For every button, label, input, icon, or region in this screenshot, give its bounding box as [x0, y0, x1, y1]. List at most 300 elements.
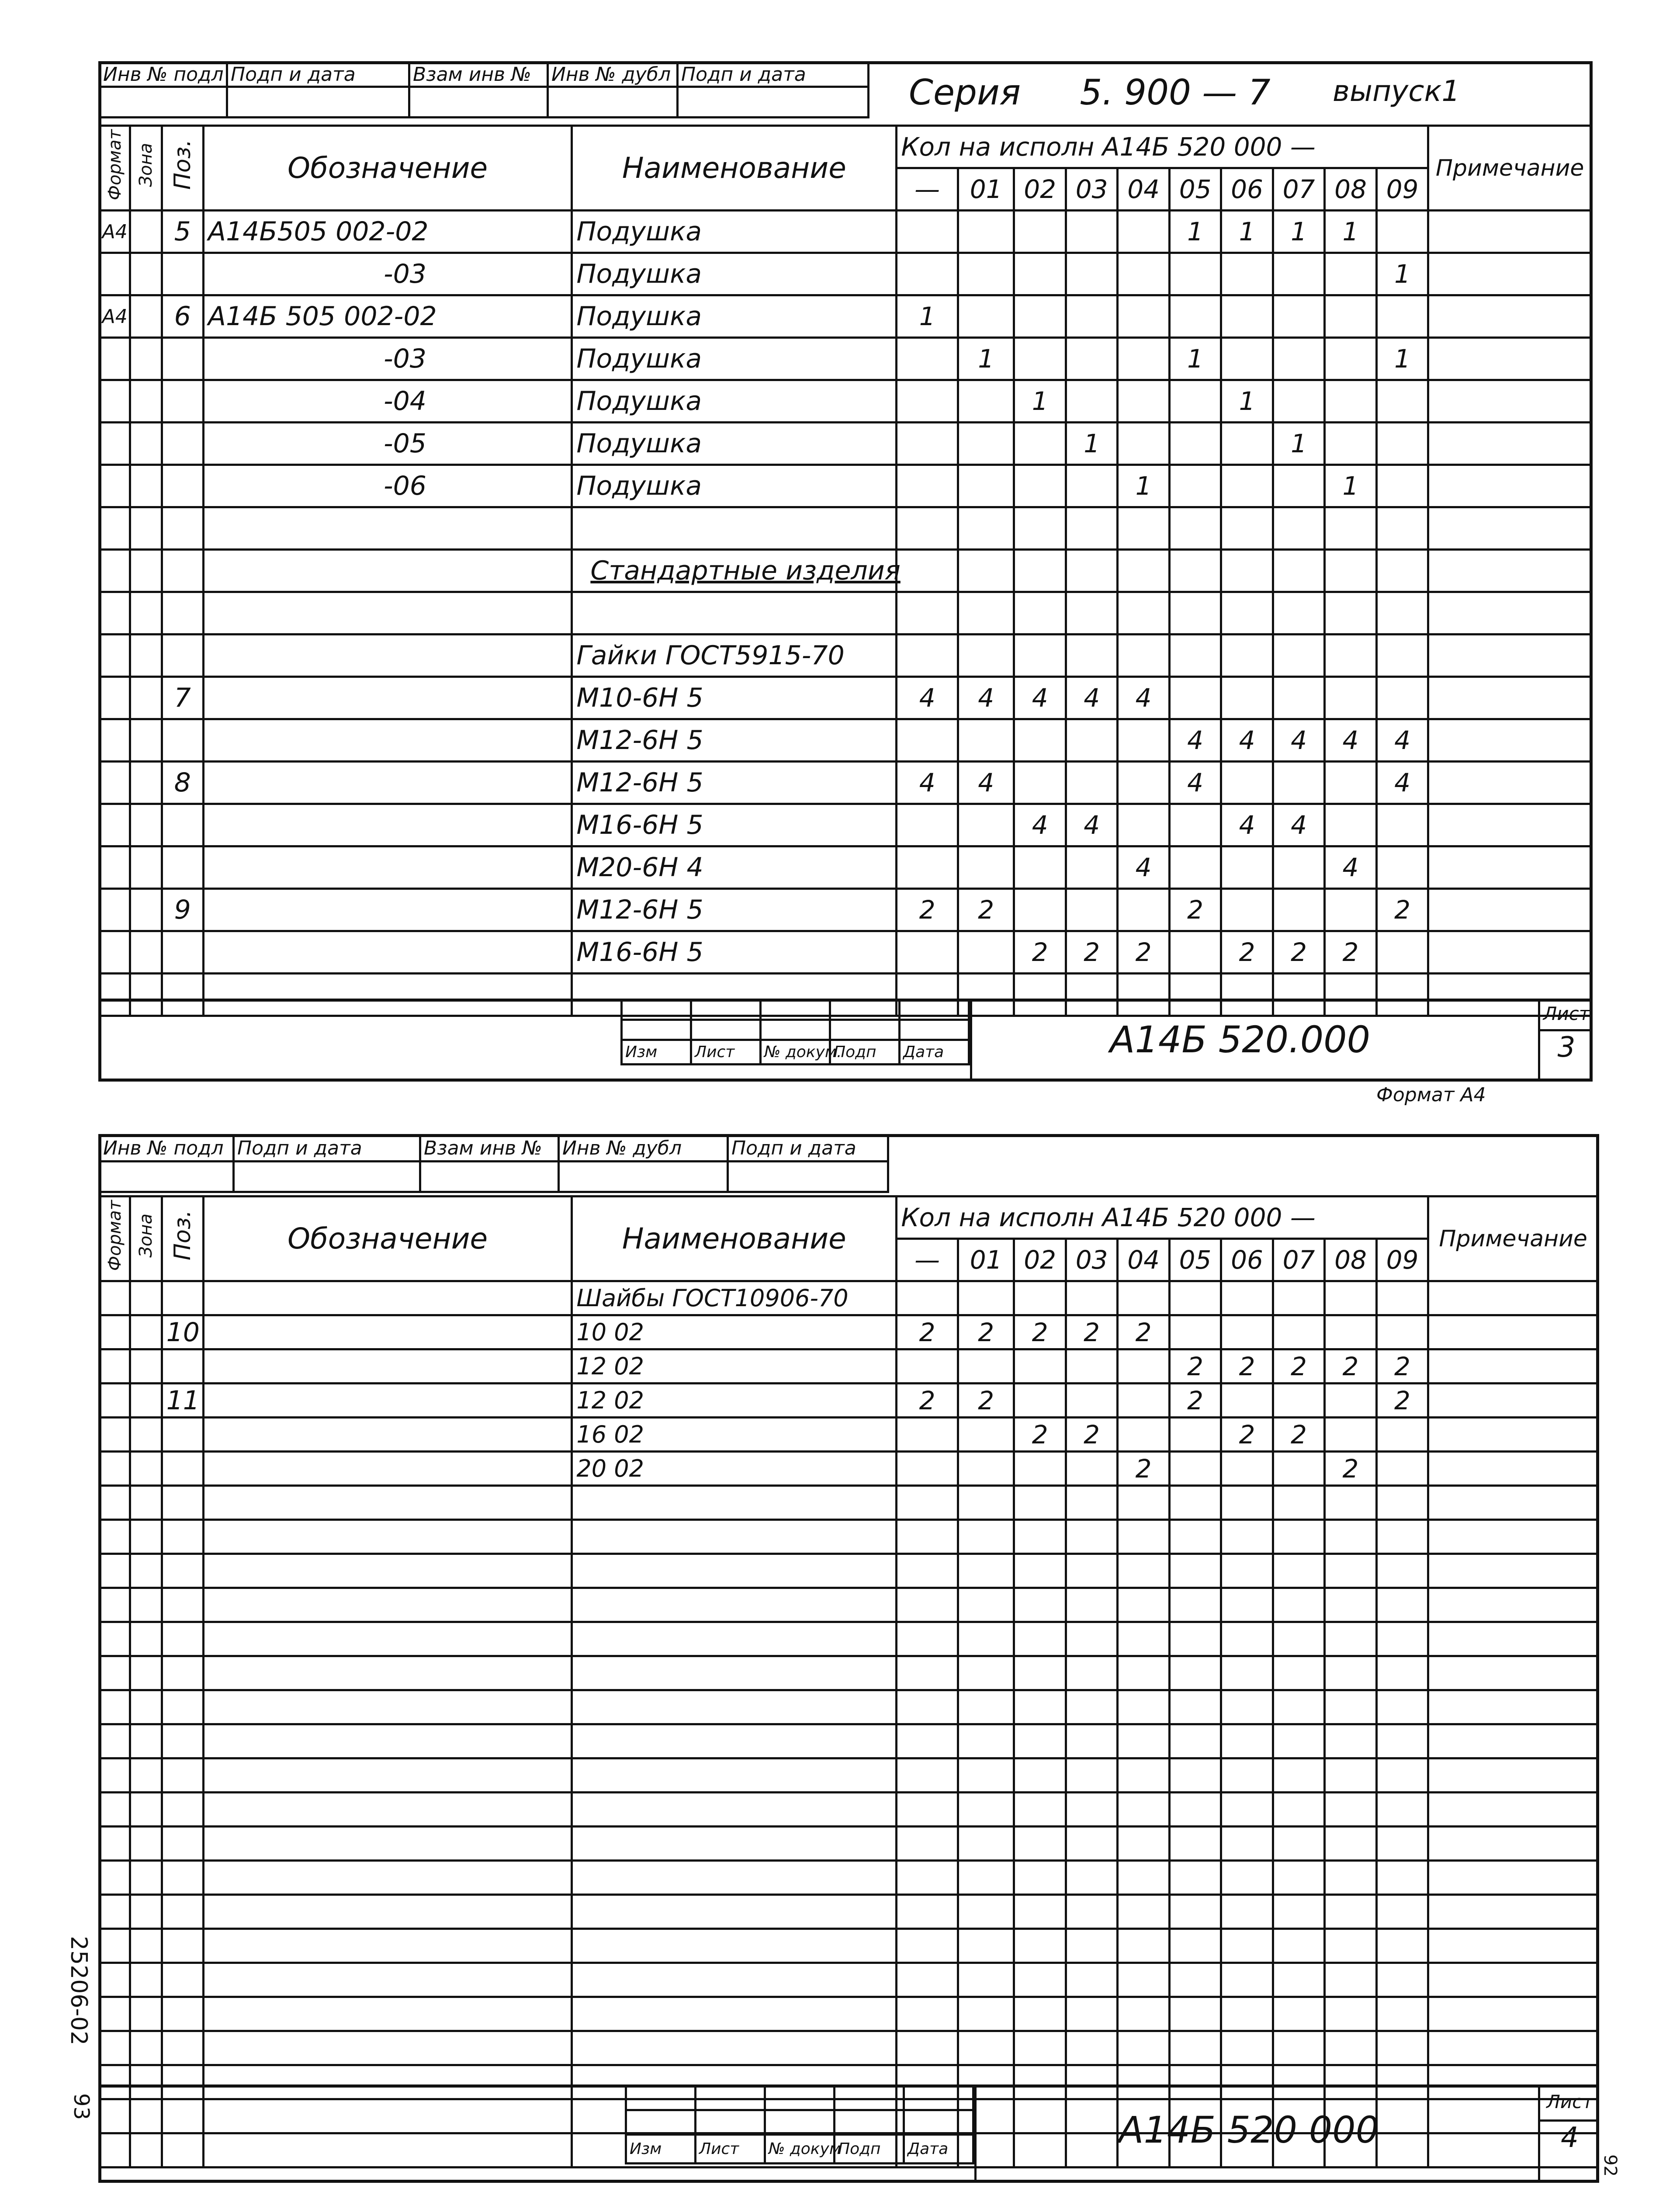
cell-qty: 4: [1221, 804, 1273, 846]
cell-qty: [897, 1929, 958, 1963]
cell-name: [572, 1520, 897, 1554]
cell-qty: [958, 592, 1014, 635]
cell-qty: [1376, 1281, 1428, 1315]
col2-designation: Обозначение: [203, 1197, 572, 1281]
cell-format: [100, 1758, 130, 1793]
cell-qty: [1273, 1827, 1324, 1861]
cell-qty: [958, 253, 1014, 295]
cell-name: Гайки ГОСТ5915-70: [572, 635, 897, 677]
cell-qty: [1066, 1929, 1117, 1963]
cell-qty: 4: [1014, 677, 1066, 719]
cell-designation: [203, 1281, 572, 1315]
cell-qty: [1325, 1418, 1376, 1452]
cell-zone: [130, 1281, 162, 1315]
cell-qty: [1066, 1384, 1117, 1418]
cell-qty: 2: [897, 1384, 958, 1418]
cell-qty: [1325, 889, 1376, 931]
cell-qty: [1325, 1486, 1376, 1520]
cell-qty: [1066, 635, 1117, 677]
cell-format: [100, 1861, 130, 1895]
sheet-1-revision-table: [620, 999, 970, 1065]
cell-qty: [1118, 1690, 1169, 1724]
cell-qty: [1273, 1724, 1324, 1758]
cell-qty: [1325, 1520, 1376, 1554]
table-row: [100, 1793, 1598, 1827]
cell-qty: [897, 1554, 958, 1588]
cell-designation: [203, 1793, 572, 1827]
cell-qty: 2: [1376, 1384, 1428, 1418]
cell-zone: [130, 804, 162, 846]
cell-qty: [1376, 1315, 1428, 1349]
cell-qty: [1325, 1929, 1376, 1963]
cell-designation: -06: [203, 465, 572, 507]
cell-zone: [130, 1315, 162, 1349]
cell-note: [1428, 2031, 1598, 2065]
cell-qty: [1169, 380, 1221, 423]
cell-qty: [897, 1281, 958, 1315]
sheet-2-revision-table: [625, 2084, 974, 2164]
cell-format: [100, 253, 130, 295]
cell-format: [100, 1656, 130, 1690]
cell-note: [1428, 338, 1592, 380]
cell-qty: [1014, 2031, 1066, 2065]
cell-qty: [897, 1758, 958, 1793]
cell-qty: [958, 1486, 1014, 1520]
cell-qty: [1221, 1315, 1273, 1349]
cell-qty: [1221, 1656, 1273, 1690]
cell-note: [1428, 846, 1592, 889]
col-qty-title: Кол на исполн А14Б 520 000 —: [897, 126, 1428, 168]
cell-qty: [1376, 1656, 1428, 1690]
cell-qty: [1273, 1520, 1324, 1554]
cell-name: 20 02: [572, 1452, 897, 1486]
cell-qty: [1118, 295, 1169, 338]
cell-qty: [1014, 1588, 1066, 1622]
cell-qty: [897, 338, 958, 380]
cell-designation: А14Б 505 002-02: [203, 295, 572, 338]
table-row: [100, 804, 1592, 846]
cell-designation: [203, 2031, 572, 2065]
col-note: Примечание: [1428, 126, 1592, 211]
cell-name: [572, 592, 897, 635]
cell-designation: -04: [203, 380, 572, 423]
col2-note: Примечание: [1428, 1197, 1598, 1281]
col2-name: Наименование: [572, 1197, 897, 1281]
variant-header-02: 02: [1014, 1239, 1066, 1281]
cell-qty: [1325, 1758, 1376, 1793]
cell-qty: [1325, 635, 1376, 677]
table-row: [100, 762, 1592, 804]
cell-format: [100, 1452, 130, 1486]
cell-qty: [1014, 719, 1066, 762]
cell-qty: [1066, 1656, 1117, 1690]
cell-qty: 4: [897, 762, 958, 804]
cell-qty: 4: [958, 762, 1014, 804]
cell-qty: [1325, 1724, 1376, 1758]
table-row: [100, 253, 1592, 295]
variant-header-04: 04: [1118, 168, 1169, 211]
series-header: [909, 72, 1271, 113]
cell-qty: [1014, 846, 1066, 889]
cell-qty: [958, 719, 1014, 762]
table-row: [100, 423, 1592, 465]
cell-note: [1428, 804, 1592, 846]
cell-format: [100, 423, 130, 465]
cell-qty: 4: [1169, 719, 1221, 762]
cell-pos: [162, 1929, 203, 1963]
cell-qty: 1: [1273, 423, 1324, 465]
cell-zone: [130, 1418, 162, 1452]
stamp-vzam-inv: Взам инв №: [409, 62, 548, 87]
cell-qty: 2: [1221, 931, 1273, 974]
cell-qty: [1118, 507, 1169, 550]
col2-pos: Поз.: [169, 1210, 196, 1261]
cell-qty: [1221, 1554, 1273, 1588]
cell-designation: [203, 931, 572, 974]
cell-note: [1428, 1724, 1598, 1758]
cell-qty: [1376, 423, 1428, 465]
col2-zone: Зона: [135, 1213, 156, 1258]
cell-qty: [958, 2031, 1014, 2065]
cell-qty: [1325, 1861, 1376, 1895]
cell-note: [1428, 592, 1592, 635]
cell-qty: [1273, 1793, 1324, 1827]
cell-qty: [1169, 1588, 1221, 1622]
cell-zone: [130, 762, 162, 804]
cell-qty: [958, 1452, 1014, 1486]
cell-pos: [162, 931, 203, 974]
cell-qty: [1325, 1827, 1376, 1861]
table-row: [100, 1554, 1598, 1588]
cell-qty: [1221, 635, 1273, 677]
cell-qty: [1118, 1554, 1169, 1588]
cell-qty: [1118, 1622, 1169, 1656]
cell-qty: [1014, 1554, 1066, 1588]
cell-qty: [1376, 1758, 1428, 1793]
cell-designation: [203, 677, 572, 719]
series-number: 5. 900 — 7: [1080, 72, 1271, 113]
cell-qty: [958, 1520, 1014, 1554]
cell-name: [572, 1724, 897, 1758]
cell-qty: 4: [897, 677, 958, 719]
cell-format: [100, 1520, 130, 1554]
cell-qty: [1014, 762, 1066, 804]
cell-designation: [203, 1520, 572, 1554]
cell-qty: [1221, 1452, 1273, 1486]
cell-qty: [1273, 1622, 1324, 1656]
table-row: [100, 1520, 1598, 1554]
cell-pos: [162, 1793, 203, 1827]
cell-qty: [1273, 338, 1324, 380]
cell-qty: [1014, 253, 1066, 295]
cell-zone: [130, 677, 162, 719]
col-name: Наименование: [572, 126, 897, 211]
cell-pos: [162, 1588, 203, 1622]
cell-qty: 1: [958, 338, 1014, 380]
cell-format: [100, 1418, 130, 1452]
cell-qty: [1376, 1418, 1428, 1452]
table-row: [100, 1486, 1598, 1520]
cell-zone: [130, 1588, 162, 1622]
cell-format: [100, 380, 130, 423]
cell-qty: [1169, 1895, 1221, 1929]
cell-qty: [1066, 1520, 1117, 1554]
cell-name: Подушка: [572, 423, 897, 465]
cell-qty: [958, 1758, 1014, 1793]
cell-note: [1428, 889, 1592, 931]
cell-qty: [1273, 1963, 1324, 1997]
cell-qty: [1325, 295, 1376, 338]
cell-qty: [1376, 804, 1428, 846]
cell-name: [572, 1827, 897, 1861]
cell-qty: 2: [1273, 1349, 1324, 1384]
cell-qty: [1118, 1758, 1169, 1793]
cell-qty: [1066, 465, 1117, 507]
cell-designation: [203, 1758, 572, 1793]
cell-designation: [203, 592, 572, 635]
cell-format: [100, 804, 130, 846]
cell-qty: [1014, 1997, 1066, 2031]
cell-qty: [1066, 253, 1117, 295]
cell-qty: [1273, 380, 1324, 423]
cell-note: [1428, 1418, 1598, 1452]
table-row: [100, 465, 1592, 507]
table-row: [100, 1690, 1598, 1724]
cell-zone: [130, 507, 162, 550]
cell-qty: 2: [1376, 889, 1428, 931]
cell-qty: [958, 1656, 1014, 1690]
stamp2-podp-data-2: Подп и дата: [728, 1135, 888, 1162]
cell-qty: [1221, 1281, 1273, 1315]
revision-col-label: № докум: [765, 2135, 835, 2164]
cell-qty: [1014, 1963, 1066, 1997]
cell-qty: [1014, 1384, 1066, 1418]
cell-qty: 4: [1325, 846, 1376, 889]
cell-qty: [1221, 1724, 1273, 1758]
cell-pos: [162, 507, 203, 550]
cell-qty: [1118, 1418, 1169, 1452]
cell-qty: [1066, 1486, 1117, 1520]
cell-qty: [897, 719, 958, 762]
cell-qty: [1014, 1793, 1066, 1827]
table-row: [100, 1281, 1598, 1315]
revision-col-label: Дата: [904, 2135, 973, 2164]
cell-name: [572, 1997, 897, 2031]
cell-qty: [1221, 1690, 1273, 1724]
cell-pos: [162, 1554, 203, 1588]
cell-format: [100, 1622, 130, 1656]
cell-qty: [1066, 1349, 1117, 1384]
cell-qty: [1376, 1827, 1428, 1861]
table-row: [100, 1997, 1598, 2031]
cell-qty: [1273, 295, 1324, 338]
cell-qty: [897, 592, 958, 635]
cell-qty: 2: [1118, 1315, 1169, 1349]
table-row: [100, 719, 1592, 762]
cell-qty: [1221, 1622, 1273, 1656]
cell-qty: [1273, 635, 1324, 677]
cell-zone: [130, 1793, 162, 1827]
cell-designation: [203, 507, 572, 550]
cell-qty: [958, 804, 1014, 846]
variant-header-02: 02: [1014, 168, 1066, 211]
cell-qty: [897, 465, 958, 507]
cell-qty: 2: [897, 889, 958, 931]
cell-note: [1428, 507, 1592, 550]
cell-designation: [203, 1827, 572, 1861]
cell-qty: [897, 380, 958, 423]
cell-qty: [1118, 1349, 1169, 1384]
cell-pos: [162, 635, 203, 677]
cell-qty: [1169, 1861, 1221, 1895]
cell-name: [572, 1861, 897, 1895]
cell-qty: [1118, 635, 1169, 677]
cell-qty: [1169, 846, 1221, 889]
cell-qty: 2: [1066, 1418, 1117, 1452]
cell-qty: [1221, 1384, 1273, 1418]
cell-qty: 2: [1376, 1349, 1428, 1384]
table-row: [100, 1758, 1598, 1793]
cell-name: [572, 1963, 897, 1997]
cell-qty: [1014, 635, 1066, 677]
cell-qty: [1376, 1861, 1428, 1895]
cell-qty: [1118, 423, 1169, 465]
cell-pos: [162, 1281, 203, 1315]
cell-format: [100, 338, 130, 380]
cell-note: [1428, 295, 1592, 338]
variant-header-01: 01: [958, 168, 1014, 211]
table-row: [100, 635, 1592, 677]
cell-zone: [130, 1452, 162, 1486]
cell-pos: [162, 1418, 203, 1452]
table-row: [100, 1384, 1598, 1418]
cell-zone: [130, 380, 162, 423]
cell-qty: [897, 1861, 958, 1895]
cell-name: [572, 507, 897, 550]
cell-qty: [958, 465, 1014, 507]
cell-name: 10 02: [572, 1315, 897, 1349]
cell-format: [100, 1384, 130, 1418]
cell-qty: [1118, 1520, 1169, 1554]
cell-name: М12-6Н 5: [572, 762, 897, 804]
col-designation: Обозначение: [203, 126, 572, 211]
sheet-2-spec-table: [98, 1195, 1599, 2168]
cell-qty: [958, 1349, 1014, 1384]
cell-format: [100, 846, 130, 889]
cell-name: [572, 1929, 897, 1963]
cell-format: [100, 550, 130, 592]
col2-qty-title: Кол на исполн А14Б 520 000 —: [897, 1197, 1428, 1239]
table-row: [100, 1656, 1598, 1690]
cell-zone: [130, 931, 162, 974]
cell-qty: [1273, 465, 1324, 507]
cell-zone: [130, 295, 162, 338]
cell-pos: [162, 550, 203, 592]
cell-qty: [897, 1486, 958, 1520]
cell-qty: [897, 804, 958, 846]
cell-qty: [1066, 846, 1117, 889]
cell-name: [572, 1656, 897, 1690]
cell-qty: 4: [1221, 719, 1273, 762]
cell-qty: [1376, 295, 1428, 338]
cell-qty: [1376, 507, 1428, 550]
cell-note: [1428, 1486, 1598, 1520]
cell-qty: [958, 1281, 1014, 1315]
cell-qty: [1221, 1895, 1273, 1929]
cell-qty: [1066, 1758, 1117, 1793]
cell-qty: [1325, 1997, 1376, 2031]
table-row: [100, 1724, 1598, 1758]
cell-note: [1428, 1452, 1598, 1486]
stamp-podp-data-2: Подп и дата: [678, 62, 869, 87]
cell-qty: [1221, 338, 1273, 380]
table-row: [100, 889, 1592, 931]
cell-qty: [897, 1622, 958, 1656]
cell-designation: [203, 1622, 572, 1656]
cell-qty: [1221, 2031, 1273, 2065]
cell-note: [1428, 1861, 1598, 1895]
cell-qty: [1273, 1315, 1324, 1349]
cell-qty: [897, 211, 958, 253]
cell-qty: [958, 1827, 1014, 1861]
cell-name: [572, 2031, 897, 2065]
cell-qty: [958, 635, 1014, 677]
cell-qty: [1169, 1554, 1221, 1588]
cell-qty: [1118, 1895, 1169, 1929]
cell-qty: [1273, 592, 1324, 635]
cell-qty: [1325, 380, 1376, 423]
cell-qty: [1118, 1963, 1169, 1997]
cell-qty: [1325, 1315, 1376, 1349]
cell-format: [100, 1554, 130, 1588]
cell-name: 12 02: [572, 1349, 897, 1384]
cell-designation: [203, 1418, 572, 1452]
cell-qty: [1273, 550, 1324, 592]
cell-qty: [1376, 931, 1428, 974]
cell-qty: [897, 550, 958, 592]
cell-name: 12 02: [572, 1384, 897, 1418]
cell-format: [100, 1281, 130, 1315]
table-row: [100, 1588, 1598, 1622]
cell-qty: [1169, 2031, 1221, 2065]
revision-col-label: Подп: [830, 1040, 900, 1065]
cell-qty: [1066, 762, 1117, 804]
cell-qty: 4: [1325, 719, 1376, 762]
cell-qty: [897, 1997, 958, 2031]
cell-qty: [1273, 889, 1324, 931]
cell-format: [100, 677, 130, 719]
variant-header-06: 06: [1221, 1239, 1273, 1281]
sheet-2-doc-number: А14Б 520 000: [1119, 2109, 1379, 2151]
cell-format: [100, 1827, 130, 1861]
cell-qty: [1066, 1963, 1117, 1997]
cell-zone: [130, 635, 162, 677]
cell-qty: [1376, 1929, 1428, 1963]
stamp-podp-data: Подп и дата: [227, 62, 409, 87]
cell-qty: [1169, 677, 1221, 719]
cell-qty: [1118, 889, 1169, 931]
cell-qty: [1169, 507, 1221, 550]
cell-qty: [1169, 1758, 1221, 1793]
cell-qty: [1066, 1827, 1117, 1861]
cell-qty: [1118, 1861, 1169, 1895]
revision-col-label: № докум.: [761, 1040, 830, 1065]
cell-name: Подушка: [572, 380, 897, 423]
cell-zone: [130, 211, 162, 253]
cell-qty: [1169, 1520, 1221, 1554]
cell-name: 16 02: [572, 1418, 897, 1452]
cell-qty: 1: [1221, 211, 1273, 253]
